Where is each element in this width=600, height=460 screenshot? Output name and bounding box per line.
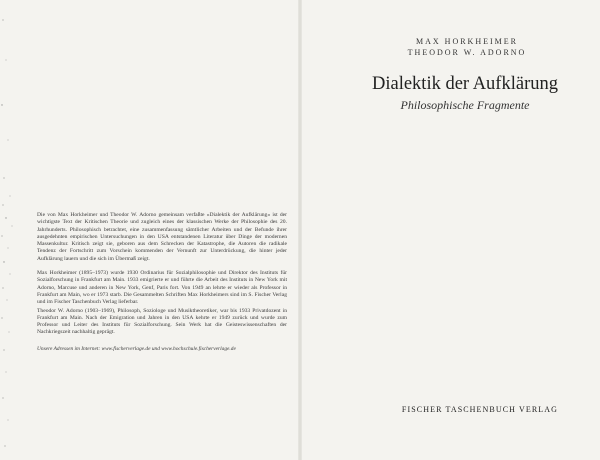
bio-adorno: Theodor W. Adorno (1903–1969), Philosoph, Soziologe und Musiktheoretiker, war bis 1933 Privatdozent in Frankfurt am Main. Nach der Emigration und Jahren in den USA kehrte er 1949 zurück und wurde zum Professor und Leiter des Instituts für Sozialforschung. Sein Werk hat die Geisteswissenschaften der Nachkriegszeit nachhaltig geprägt. xyxy=(37,307,287,336)
book-title: Dialektik der Aufklärung xyxy=(372,74,558,94)
author-adorno: THEODOR W. ADORNO xyxy=(407,48,527,57)
book-subtitle: Philosophische Fragmente xyxy=(400,98,530,112)
intro-paragraph: Die von Max Horkheimer und Theodor W. Adorno gemeinsam verfaßte »Dialektik der Aufklärung« ist der wichtigste Text der Kritischen Theorie und zugleich eines der klassischen Werke der Philosophie des 20. Jahrhunderts. Philosophisch betrachtet, eine zusammenfassung sämtlicher Arbeiten und der Befunde ihrer ausgedehnten empirischen Untersuchungen in den USA entstandenen Literatur über Dinge der modernen Massenkultur. Kritisch zeigt sie, geboren aus dem Schrecken der Katastrophe, die Autoren die radikale Tendenz der Fortschritt zum Vorschein kommenden der Vernunft zur Unterdrückung, die hinter jeder Aufklärung lauern und die sich im Übermaß zeigt. xyxy=(37,212,287,262)
author-names xyxy=(392,37,542,59)
title-page xyxy=(300,0,600,460)
back-matter-text xyxy=(37,212,287,360)
bio-horkheimer: Max Horkheimer (1895–1973) wurde 1930 Ordinarius für Sozialphilosophie und Direktor des Instituts für Sozialforschung in Frankfurt am Main. 1933 emigrierte er und führte die Arbeit des Instituts in New York mit Adorno, Marcuse und anderen in New York, Genf, Paris fort. Von 1949 an lehrte er wieder als Professor in Frankfurt am Main, wo er 1973 starb. Die Gesammelten Schriften Max Horkheimers sind im S. Fischer Verlag und im Fischer Taschenbuch Verlag lieferbar. xyxy=(37,270,287,306)
scan-edge-noise xyxy=(0,0,40,460)
author-horkheimer: MAX HORKHEIMER xyxy=(416,37,518,46)
internet-notice: Unsere Adressen im Internet: www.fischerverlage.de und www.hochschule.fischerverlage.de xyxy=(37,345,236,352)
publisher-name: FISCHER TASCHENBUCH VERLAG xyxy=(401,405,559,414)
